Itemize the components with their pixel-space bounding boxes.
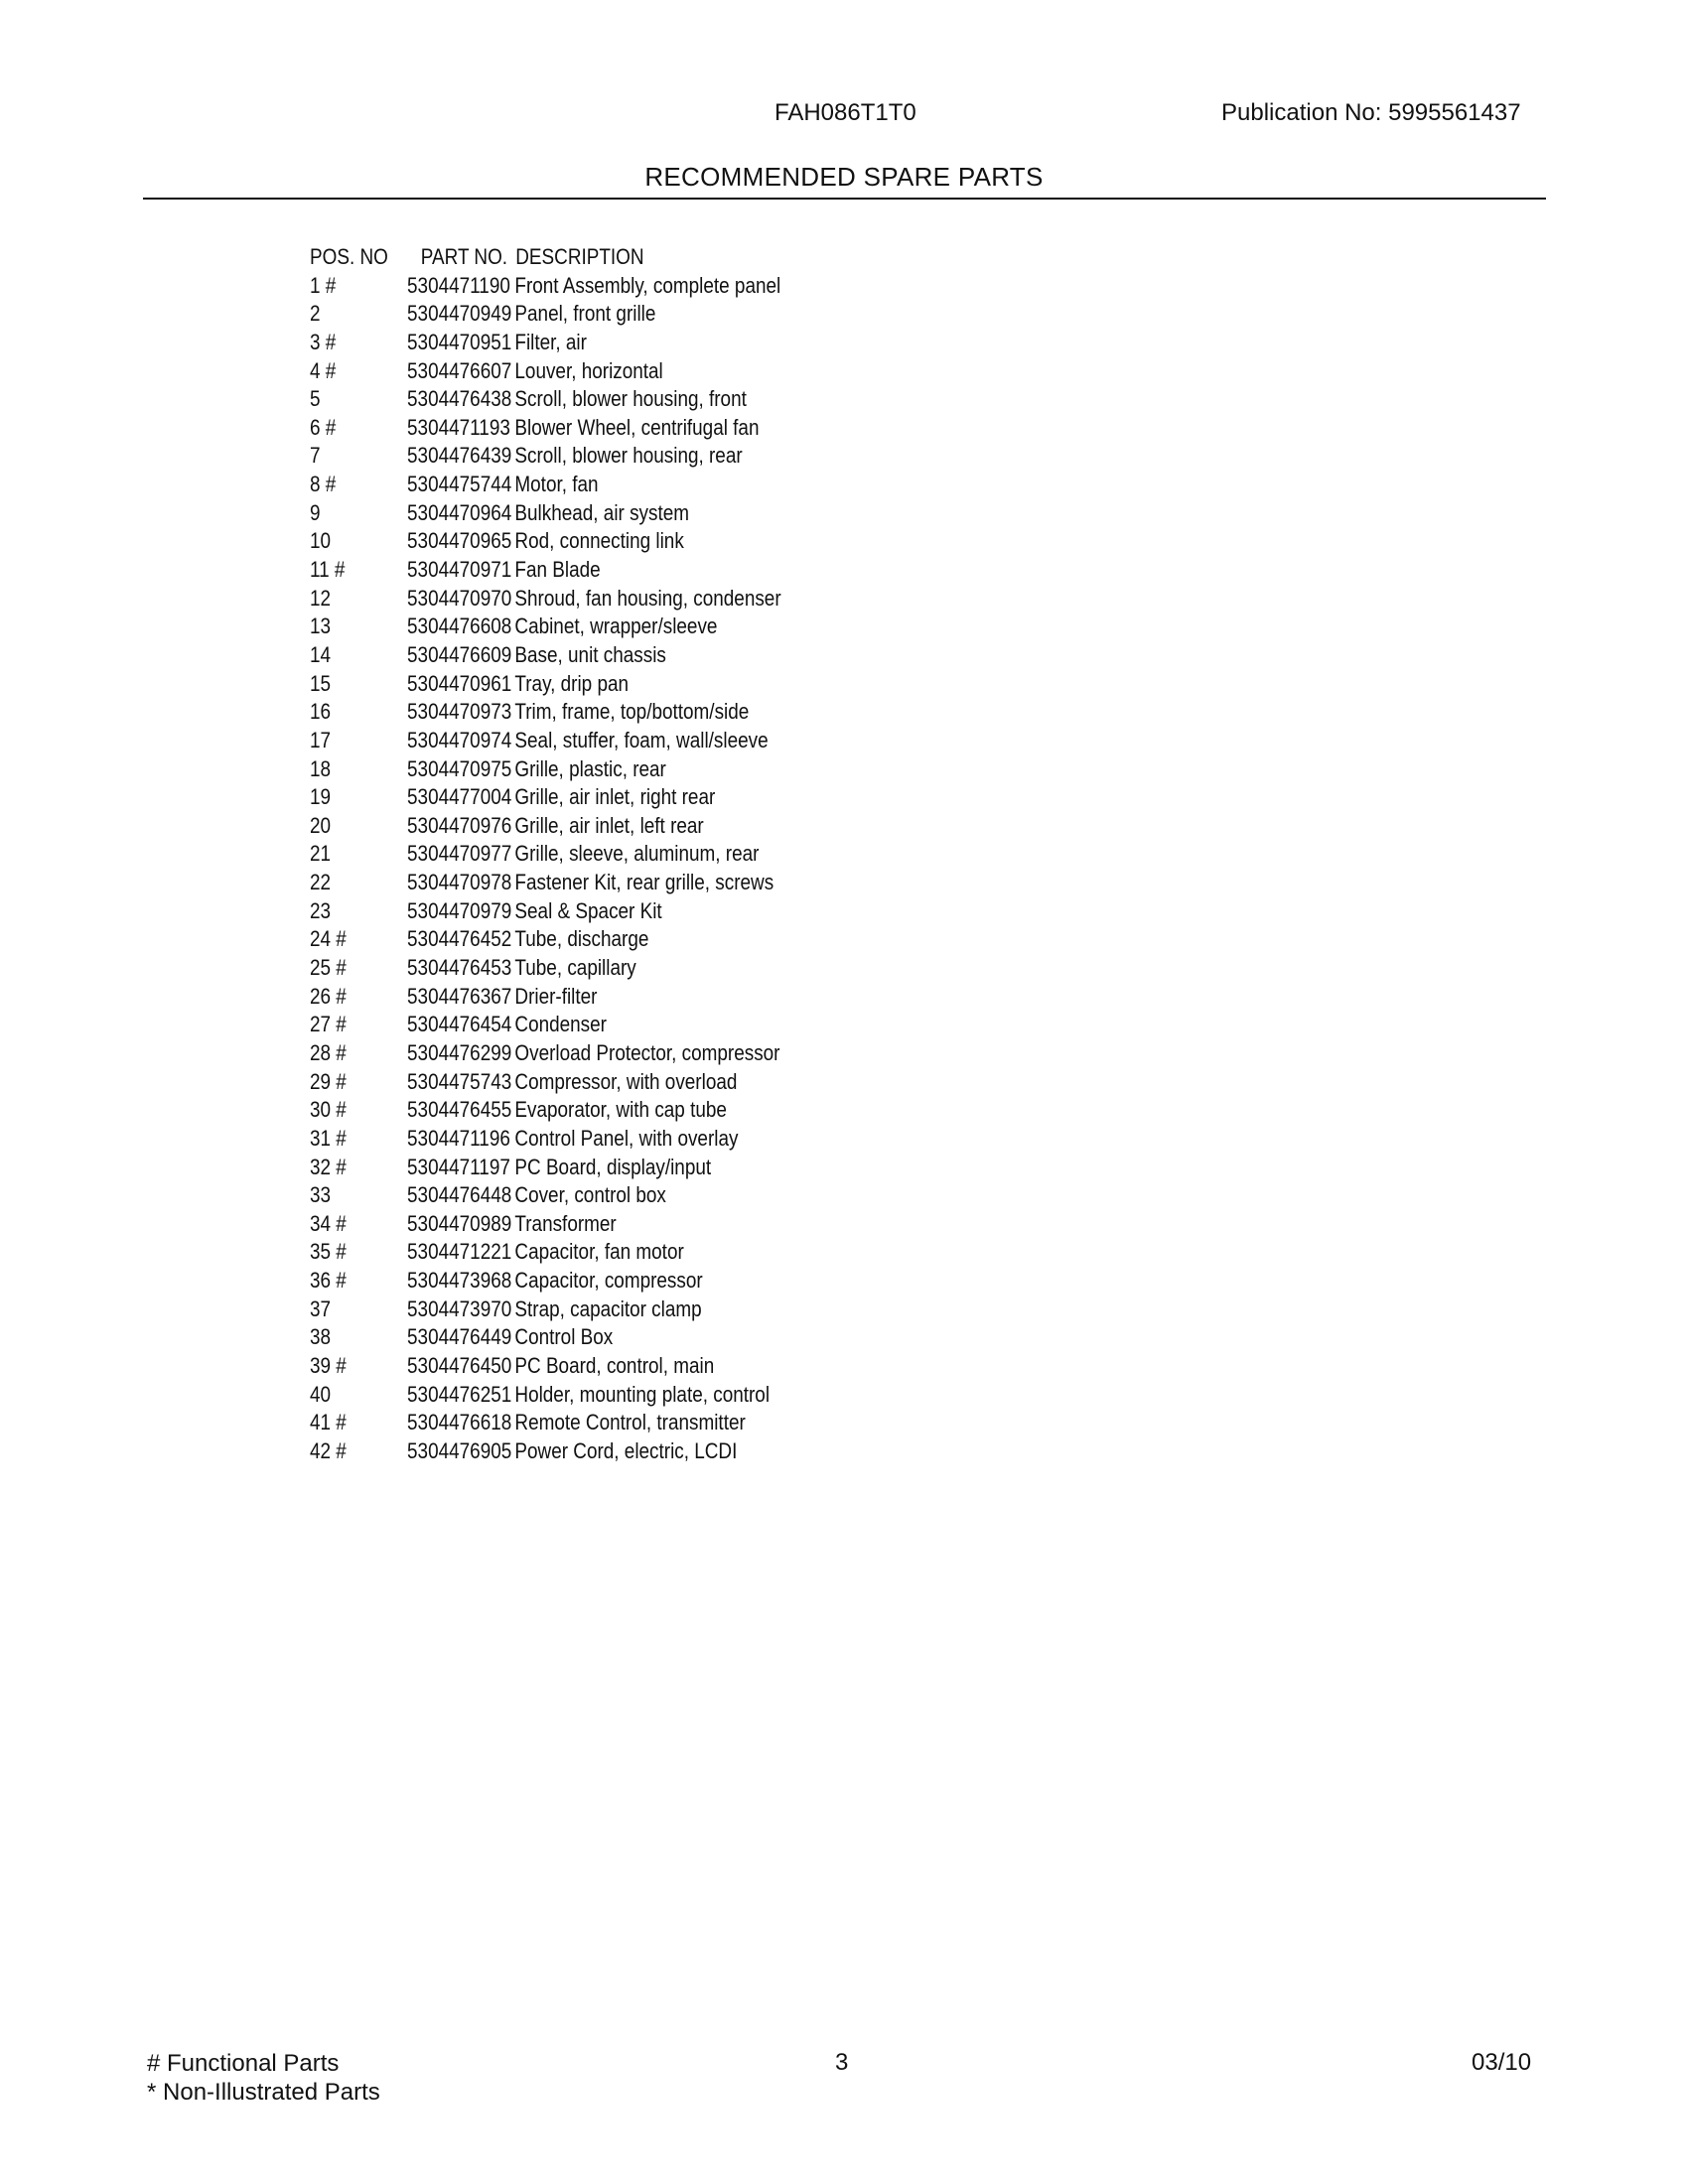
description-cell: Transformer xyxy=(514,1210,617,1236)
pos-cell: 34 # xyxy=(310,1210,347,1236)
title-divider xyxy=(143,198,1546,200)
description-cell: Fastener Kit, rear grille, screws xyxy=(514,870,774,895)
description-cell: Strap, capacitor clamp xyxy=(514,1296,702,1321)
description-cell: Trim, frame, top/bottom/side xyxy=(514,699,750,725)
footer-legend xyxy=(147,2049,380,2107)
pos-cell: 3 # xyxy=(310,329,337,354)
description-cell: Blower Wheel, centrifugal fan xyxy=(514,414,760,440)
description-cell: Front Assembly, complete panel xyxy=(514,272,781,298)
pos-cell: 28 # xyxy=(310,1039,347,1065)
pos-cell: 17 xyxy=(310,727,332,752)
description-cell: Holder, mounting plate, control xyxy=(514,1381,771,1407)
pos-cell: 8 # xyxy=(310,472,337,497)
pos-cell: 31 # xyxy=(310,1125,347,1151)
description-cell: Power Cord, electric, LCDI xyxy=(514,1437,738,1463)
pos-cell: 30 # xyxy=(310,1097,347,1123)
part-number-cell: 5304470970 xyxy=(407,585,512,611)
part-number-cell: 5304475744 xyxy=(407,472,512,497)
part-number-cell: 5304476608 xyxy=(407,614,512,639)
pos-cell: 7 xyxy=(310,443,321,469)
description-cell: Fan Blade xyxy=(514,557,601,583)
part-number-cell: 5304470989 xyxy=(407,1210,512,1236)
description-cell: Grille, air inlet, right rear xyxy=(514,784,716,810)
part-number-cell: 5304476454 xyxy=(407,1012,512,1037)
pos-cell: 2 xyxy=(310,301,321,327)
part-number-cell: 5304470964 xyxy=(407,499,512,525)
description-cell: Cabinet, wrapper/sleeve xyxy=(514,614,718,639)
column-header-part: PART NO. xyxy=(420,244,508,269)
part-number-cell: 5304477004 xyxy=(407,784,512,810)
pos-cell: 22 xyxy=(310,870,332,895)
pos-cell: 27 # xyxy=(310,1012,347,1037)
pos-cell: 25 # xyxy=(310,955,347,981)
pos-cell: 9 xyxy=(310,499,321,525)
pos-cell: 35 # xyxy=(310,1239,347,1265)
part-number-cell: 5304470965 xyxy=(407,528,512,554)
part-number-cell: 5304476299 xyxy=(407,1039,512,1065)
page-number: 3 xyxy=(835,2049,849,2076)
pos-cell: 10 xyxy=(310,528,332,554)
description-cell: Capacitor, compressor xyxy=(514,1268,703,1294)
part-number-cell: 5304476439 xyxy=(407,443,512,469)
description-cell: Seal & Spacer Kit xyxy=(514,897,662,923)
part-number-cell: 5304470961 xyxy=(407,670,512,696)
description-cell: Base, unit chassis xyxy=(514,641,666,667)
description-cell: Rod, connecting link xyxy=(514,528,684,554)
pos-cell: 4 # xyxy=(310,357,337,383)
pos-cell: 41 # xyxy=(310,1410,347,1435)
description-cell: Evaporator, with cap tube xyxy=(514,1097,727,1123)
pos-cell: 40 xyxy=(310,1381,332,1407)
description-cell: Filter, air xyxy=(514,329,587,354)
description-cell: Remote Control, transmitter xyxy=(514,1410,746,1435)
description-cell: Drier-filter xyxy=(514,983,598,1009)
description-cell: Scroll, blower housing, front xyxy=(514,386,747,412)
part-number-cell: 5304471193 xyxy=(407,414,510,440)
legend-functional-parts: # Functional Parts xyxy=(147,2050,340,2077)
description-cell: Grille, air inlet, left rear xyxy=(514,812,704,838)
revision-date: 03/10 xyxy=(1472,2049,1532,2076)
part-number-cell: 5304471197 xyxy=(407,1154,510,1179)
pos-cell: 19 xyxy=(310,784,332,810)
description-cell: Tray, drip pan xyxy=(514,670,630,696)
part-number-cell: 5304470978 xyxy=(407,870,512,895)
pos-cell: 13 xyxy=(310,614,332,639)
part-number-cell: 5304470976 xyxy=(407,812,512,838)
description-cell: Control Panel, with overlay xyxy=(514,1125,739,1151)
part-number-cell: 5304470974 xyxy=(407,727,512,752)
part-number-cell: 5304476449 xyxy=(407,1324,512,1350)
pos-cell: 29 # xyxy=(310,1068,347,1094)
pos-cell: 39 # xyxy=(310,1352,347,1378)
column-header-pos: POS. NO xyxy=(310,244,388,269)
part-number-cell: 5304476452 xyxy=(407,926,512,952)
part-number-cell: 5304470973 xyxy=(407,699,512,725)
description-cell: Grille, sleeve, aluminum, rear xyxy=(514,841,760,867)
description-cell: Grille, plastic, rear xyxy=(514,755,666,781)
description-cell: PC Board, display/input xyxy=(514,1154,712,1179)
part-number-cell: 5304470971 xyxy=(407,557,512,583)
page-title: RECOMMENDED SPARE PARTS xyxy=(644,162,1044,192)
description-cell: Seal, stuffer, foam, wall/sleeve xyxy=(514,727,769,752)
pos-cell: 6 # xyxy=(310,414,337,440)
pos-cell: 26 # xyxy=(310,983,347,1009)
pos-cell: 38 xyxy=(310,1324,332,1350)
pos-cell: 37 xyxy=(310,1296,332,1321)
pos-cell: 16 xyxy=(310,699,332,725)
model-number: FAH086T1T0 xyxy=(774,99,916,126)
pos-cell: 20 xyxy=(310,812,332,838)
part-number-cell: 5304473968 xyxy=(407,1268,512,1294)
part-number-cell: 5304476367 xyxy=(407,983,512,1009)
pos-cell: 12 xyxy=(310,585,332,611)
description-cell: Compressor, with overload xyxy=(514,1068,738,1094)
pos-cell: 32 # xyxy=(310,1154,347,1179)
part-number-cell: 5304476450 xyxy=(407,1352,512,1378)
part-number-cell: 5304471196 xyxy=(407,1125,510,1151)
description-cell: Motor, fan xyxy=(514,472,599,497)
description-cell: Tube, capillary xyxy=(514,955,636,981)
pos-cell: 23 xyxy=(310,897,332,923)
part-number-cell: 5304476607 xyxy=(407,357,512,383)
part-number-cell: 5304470979 xyxy=(407,897,512,923)
description-cell: Cover, control box xyxy=(514,1182,666,1208)
publication-number: Publication No: 5995561437 xyxy=(1221,99,1521,126)
description-cell: Capacitor, fan motor xyxy=(514,1239,684,1265)
pos-cell: 33 xyxy=(310,1182,332,1208)
description-cell: Control Box xyxy=(514,1324,614,1350)
pos-cell: 14 xyxy=(310,641,332,667)
description-cell: Panel, front grille xyxy=(514,301,656,327)
pos-cell: 42 # xyxy=(310,1437,347,1463)
part-number-cell: 5304470977 xyxy=(407,841,512,867)
part-number-cell: 5304471221 xyxy=(407,1239,512,1265)
column-header-description: DESCRIPTION xyxy=(515,244,644,269)
pos-cell: 5 xyxy=(310,386,321,412)
legend-non-illustrated-parts: * Non-Illustrated Parts xyxy=(147,2079,380,2106)
pos-cell: 15 xyxy=(310,670,332,696)
part-number-cell: 5304476251 xyxy=(407,1381,512,1407)
pos-cell: 18 xyxy=(310,755,332,781)
part-number-cell: 5304476438 xyxy=(407,386,512,412)
description-cell: PC Board, control, main xyxy=(514,1352,715,1378)
description-cell: Condenser xyxy=(514,1012,607,1037)
part-number-cell: 5304476905 xyxy=(407,1437,512,1463)
part-number-cell: 5304471190 xyxy=(407,272,510,298)
part-number-cell: 5304475743 xyxy=(407,1068,512,1094)
part-number-cell: 5304476448 xyxy=(407,1182,512,1208)
part-number-cell: 5304476453 xyxy=(407,955,512,981)
part-number-cell: 5304470975 xyxy=(407,755,512,781)
description-cell: Scroll, blower housing, rear xyxy=(514,443,743,469)
pos-cell: 24 # xyxy=(310,926,347,952)
description-cell: Bulkhead, air system xyxy=(514,499,690,525)
pos-cell: 1 # xyxy=(310,272,337,298)
part-number-cell: 5304476618 xyxy=(407,1410,512,1435)
description-cell: Tube, discharge xyxy=(514,926,649,952)
part-number-cell: 5304470949 xyxy=(407,301,512,327)
pos-cell: 11 # xyxy=(310,557,346,583)
part-number-cell: 5304473970 xyxy=(407,1296,512,1321)
part-number-cell: 5304476609 xyxy=(407,641,512,667)
part-number-cell: 5304470951 xyxy=(407,329,512,354)
description-cell: Louver, horizontal xyxy=(514,357,663,383)
part-number-cell: 5304476455 xyxy=(407,1097,512,1123)
description-cell: Overload Protector, compressor xyxy=(514,1039,780,1065)
description-cell: Shroud, fan housing, condenser xyxy=(514,585,781,611)
pos-cell: 36 # xyxy=(310,1268,347,1294)
pos-cell: 21 xyxy=(310,841,332,867)
